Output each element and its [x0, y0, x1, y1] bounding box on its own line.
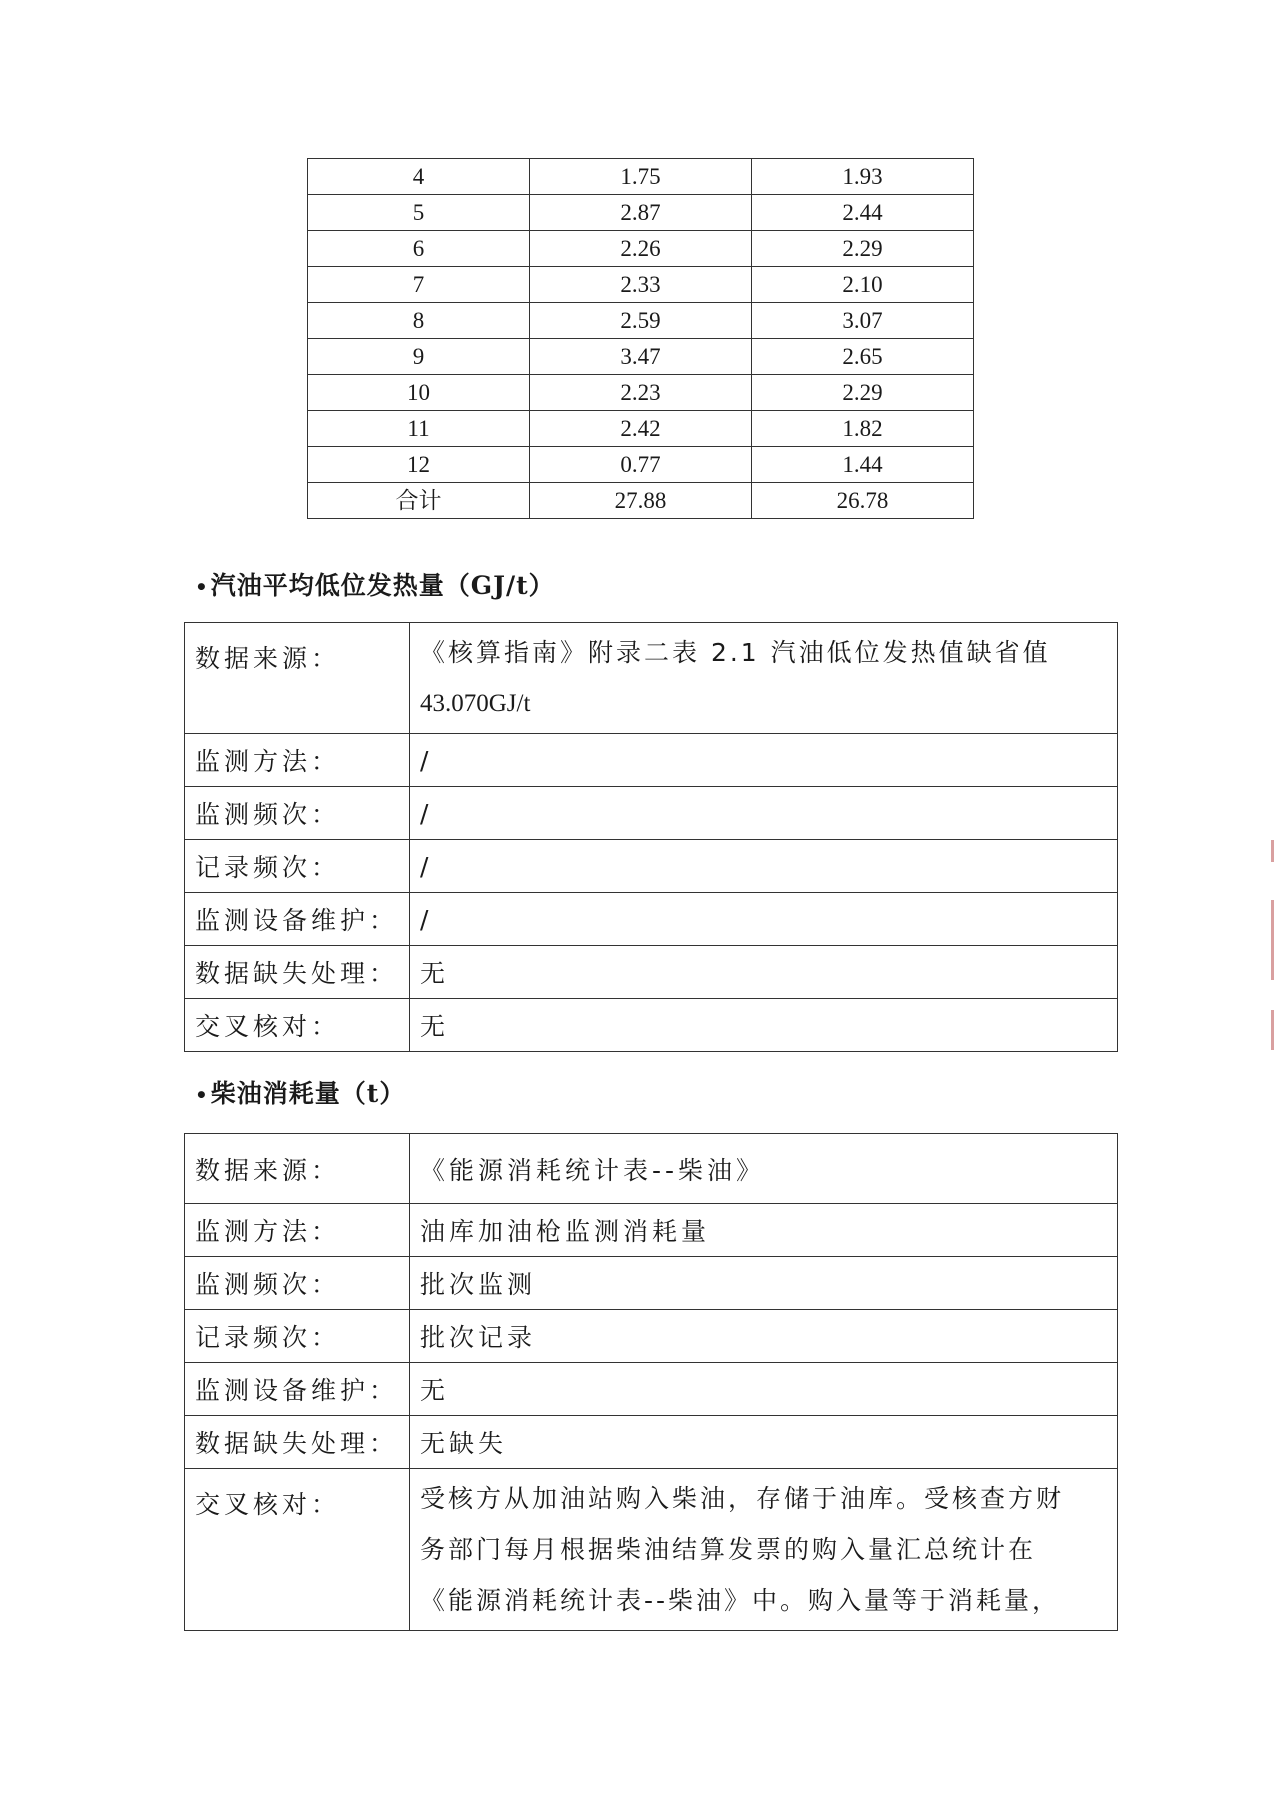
table-cell: 2.23 [530, 375, 752, 411]
table-row [308, 375, 974, 411]
table-row [308, 231, 974, 267]
table-row [308, 339, 974, 375]
monthly-consumption-table [307, 158, 974, 519]
table-cell: 4 [308, 159, 530, 195]
table-cell: 27.88 [530, 483, 752, 519]
table-cell: 1.82 [752, 411, 974, 447]
row-value: 无缺失 [410, 1416, 1118, 1469]
scan-edge-mark [1271, 900, 1274, 980]
row-key: 监测设备维护： [185, 1363, 410, 1416]
table-cell: 9 [308, 339, 530, 375]
table-row [308, 159, 974, 195]
table-cell: 2.29 [752, 231, 974, 267]
row-key: 监测方法： [185, 734, 410, 787]
value-line: 《核算指南》附录二表 2.1 汽油低位发热值缺省值 [420, 638, 1051, 667]
row-key: 监测设备维护： [185, 893, 410, 946]
table-row [308, 195, 974, 231]
table-row [308, 303, 974, 339]
row-value: 油库加油枪监测消耗量 [410, 1204, 1118, 1257]
row-value: 《能源消耗统计表--柴油》 [410, 1134, 1118, 1204]
table-cell: 2.42 [530, 411, 752, 447]
row-value [410, 1469, 1118, 1631]
table-cell: 3.07 [752, 303, 974, 339]
row-value: / [410, 840, 1118, 893]
table-cell: 1.44 [752, 447, 974, 483]
value-line: 务部门每月根据柴油结算发票的购入量汇总统计在 [420, 1535, 1037, 1564]
table-cell: 2.65 [752, 339, 974, 375]
table-cell: 合计 [308, 483, 530, 519]
diesel-consumption-table [184, 1133, 1118, 1631]
table-cell: 10 [308, 375, 530, 411]
table-row [308, 447, 974, 483]
row-key: 交叉核对： [185, 999, 410, 1052]
row-value: / [410, 893, 1118, 946]
row-key: 记录频次： [185, 840, 410, 893]
row-value: / [410, 787, 1118, 840]
table-cell: 1.75 [530, 159, 752, 195]
row-value: 批次监测 [410, 1257, 1118, 1310]
row-value: 无 [410, 999, 1118, 1052]
table-cell: 6 [308, 231, 530, 267]
row-value [410, 623, 1118, 734]
table-cell: 1.93 [752, 159, 974, 195]
total-row [308, 483, 974, 519]
row-key: 数据缺失处理： [185, 1416, 410, 1469]
table-cell: 3.47 [530, 339, 752, 375]
scan-edge-mark [1271, 840, 1274, 862]
table-cell: 2.26 [530, 231, 752, 267]
row-key: 记录频次： [185, 1310, 410, 1363]
table-cell: 12 [308, 447, 530, 483]
table-cell: 2.33 [530, 267, 752, 303]
section-title: 柴油消耗量（t） [210, 1079, 406, 1108]
row-key: 数据来源： [185, 1134, 410, 1204]
table-cell: 11 [308, 411, 530, 447]
section-heading-diesel-consumption [195, 1074, 405, 1110]
table-cell: 2.87 [530, 195, 752, 231]
table-cell: 0.77 [530, 447, 752, 483]
value-line: 受核方从加油站购入柴油，存储于油库。受核查方财 [420, 1484, 1065, 1513]
table-cell: 2.44 [752, 195, 974, 231]
row-value: 无 [410, 946, 1118, 999]
table-cell: 2.10 [752, 267, 974, 303]
table-row [308, 411, 974, 447]
table-cell: 8 [308, 303, 530, 339]
table-row [308, 267, 974, 303]
row-key: 数据缺失处理： [185, 946, 410, 999]
row-value: 批次记录 [410, 1310, 1118, 1363]
table-cell: 26.78 [752, 483, 974, 519]
section-heading-gasoline-ncv [195, 566, 555, 602]
row-key: 交叉核对： [185, 1469, 410, 1631]
table-cell: 2.29 [752, 375, 974, 411]
value-line: 《能源消耗统计表--柴油》中。购入量等于消耗量， [420, 1586, 1061, 1615]
value-line: 43.070GJ/t [420, 690, 531, 717]
bullet: • [195, 575, 209, 599]
gasoline-ncv-table [184, 622, 1118, 1052]
table-cell: 7 [308, 267, 530, 303]
row-value: / [410, 734, 1118, 787]
section-title: 汽油平均低位发热量（GJ/t） [210, 571, 555, 600]
row-key: 监测方法： [185, 1204, 410, 1257]
bullet: • [195, 1083, 209, 1107]
scan-edge-mark [1271, 1010, 1274, 1050]
row-key: 数据来源： [185, 623, 410, 734]
row-key: 监测频次： [185, 1257, 410, 1310]
row-key: 监测频次： [185, 787, 410, 840]
table-cell: 5 [308, 195, 530, 231]
table-cell: 2.59 [530, 303, 752, 339]
row-value: 无 [410, 1363, 1118, 1416]
